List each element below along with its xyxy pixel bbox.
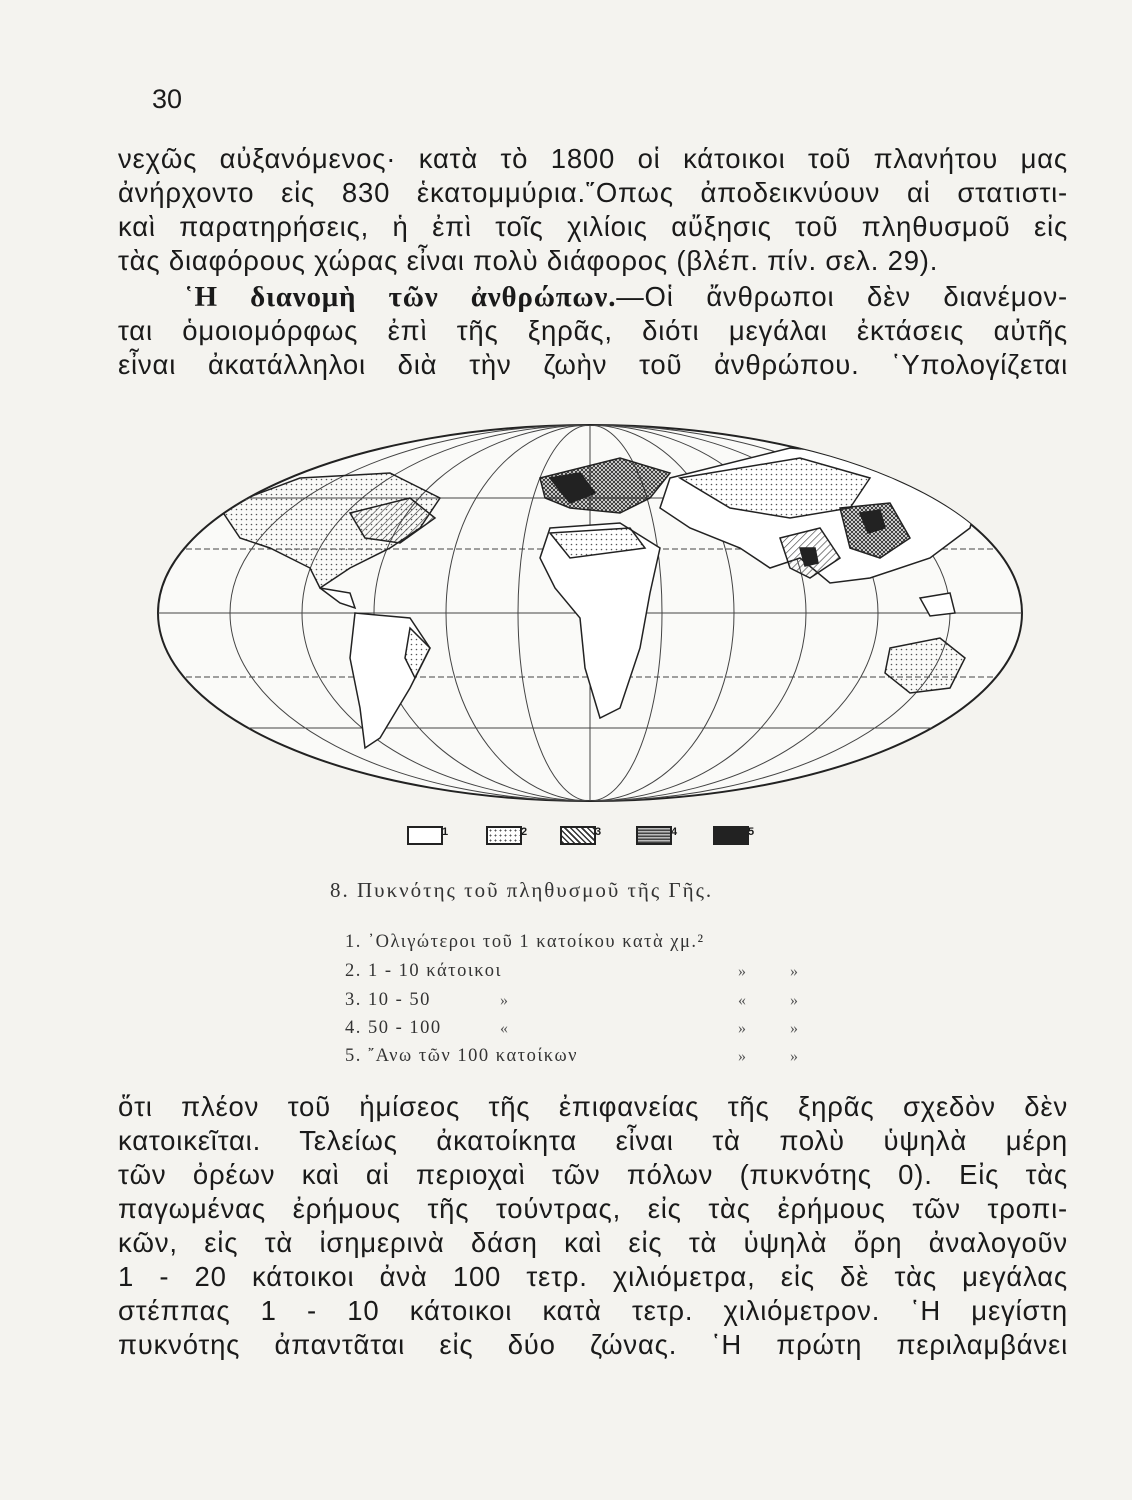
ditto-mark: » <box>790 992 798 1009</box>
text-line: 1 - 20 κάτοικοι ἀνὰ 100 τετρ. χιλιόμετρα, εἰς δὲ τὰς μεγάλας <box>118 1261 1068 1292</box>
text-line: κατοικεῖται. Τελείως ἀκατοίκητα εἶναι τὰ πολὺ ὑψηλὰ μέρη <box>118 1125 1068 1156</box>
text-line: παγωμένας ἐρήμους τῆς τούντρας, εἰς τὰς ἐρήμους τῶν τροπι- <box>118 1193 1068 1224</box>
text-line: καὶ παρατηρήσεις, ἡ ἐπὶ τοῖς χιλίοις αὔξησις τοῦ πληθυσμοῦ εἰς <box>118 211 1068 242</box>
text-line: στέππας 1 - 10 κάτοικοι κατὰ τετρ. χιλιόμετρον. ῾Η μεγίστη <box>118 1295 1068 1326</box>
legend-swatch-4 <box>636 826 672 845</box>
legend-label: 5. ῎Ανω τῶν 100 κατοίκων <box>345 1046 579 1066</box>
text-line: τῶν ὀρέων καὶ αἱ περιοχαὶ τῶν πόλων (πυκνότης 0). Εἰς τὰς <box>118 1159 1068 1190</box>
text-line: κῶν, εἰς τὰ ἰσημερινὰ δάση καὶ εἰς τὰ ὑψηλὰ ὄρη ἀναλογοῦν <box>118 1227 1068 1258</box>
text-line: ἀνήρχοντο εἰς 830 ἑκατομμύρια.῞Οπως ἀποδεικνύουν αἱ στατιστι- <box>118 177 1068 208</box>
figure-caption: 8. Πυκνότης τοῦ πληθυσμοῦ τῆς Γῆς. <box>330 878 714 902</box>
ditto-mark: » <box>738 1048 746 1065</box>
paragraph-3 <box>118 1090 1068 1362</box>
legend-swatch-1 <box>407 826 443 845</box>
text-line: πυκνότης ἀπαντᾶται εἰς δύο ζώνας. ῾Η πρώτη περιλαμβάνει <box>118 1329 1068 1360</box>
paragraph-2 <box>118 280 1068 382</box>
legend-label: 4. 50 - 100 <box>345 1018 442 1038</box>
legend-label: 2. 1 - 10 κάτοικοι <box>345 961 502 981</box>
legend-swatch-3 <box>560 826 596 845</box>
ditto-mark: » <box>738 1020 746 1037</box>
legend-swatch-number: 2 <box>521 826 528 838</box>
text-line-rest: —Οἱ ἄνθρωποι δὲν διανέμον- <box>616 281 1068 312</box>
legend-swatch-5 <box>713 826 749 845</box>
ditto-mark: » <box>738 963 746 980</box>
ditto-mark: » <box>500 992 508 1009</box>
text-line: νεχῶς αὐξανόμενος· κατὰ τὸ 1800 οἱ κάτοικοι τοῦ πλανήτου μας <box>118 143 1068 174</box>
legend-label: 1. ᾿Ολιγώτεροι τοῦ 1 κατοίκου κατὰ χμ.² <box>345 932 705 952</box>
paragraph-1 <box>118 142 1068 278</box>
section-heading: ῾Η διανομὴ τῶν ἀνθρώπων. <box>184 281 617 313</box>
ditto-mark: « <box>500 1020 508 1037</box>
legend-swatch-number: 1 <box>442 826 449 838</box>
legend-swatch-number: 5 <box>748 826 755 838</box>
ditto-mark: » <box>790 963 798 980</box>
text-line: ται ὁμοιομόρφως ἐπὶ τῆς ξηρᾶς, διότι μεγάλαι ἐκτάσεις αὐτῆς <box>118 315 1068 346</box>
legend-swatch-2 <box>486 826 522 845</box>
ditto-mark: « <box>738 992 746 1009</box>
legend-swatch-number: 3 <box>595 826 602 838</box>
text-line: τὰς διαφόρους χώρας εἶναι πολὺ διάφορος (βλέπ. πίν. σελ. 29). <box>118 245 939 276</box>
text-line: ὅτι πλέον τοῦ ἡμίσεος τῆς ἐπιφανείας τῆς ξηρᾶς σχεδὸν δὲν <box>118 1091 1068 1122</box>
legend-label: 3. 10 - 50 <box>345 990 431 1010</box>
text-line <box>118 280 1068 314</box>
world-population-density-map <box>150 418 1030 808</box>
text-line: εἶναι ἀκατάλληλοι διὰ τὴν ζωὴν τοῦ ἀνθρώπου. ῾Υπολογίζεται <box>118 349 1068 380</box>
ditto-mark: » <box>790 1020 798 1037</box>
ditto-mark: » <box>790 1048 798 1065</box>
legend-swatch-number: 4 <box>671 826 678 838</box>
page-number: 30 <box>152 84 183 114</box>
